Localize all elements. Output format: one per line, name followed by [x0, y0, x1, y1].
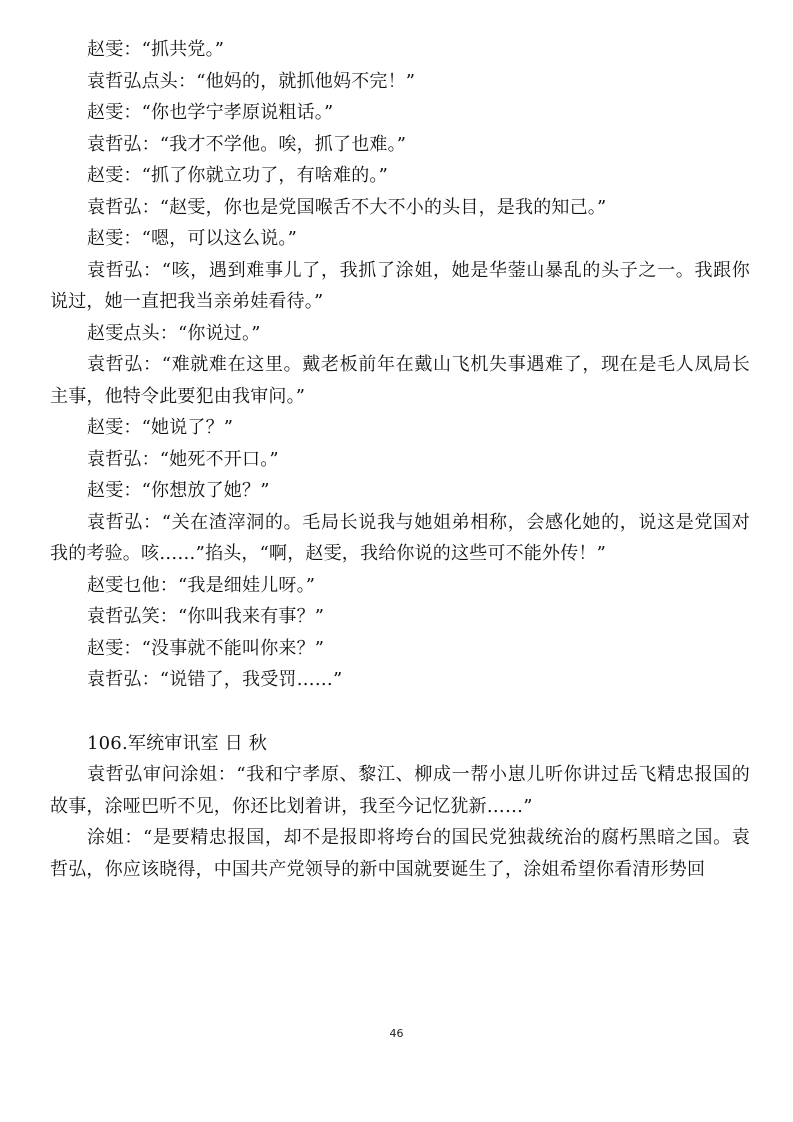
- dialogue-line: 袁哲弘：“赵雯，你也是党国喉舌不大不小的头目，是我的知己。”: [87, 196, 607, 218]
- dialogue-line: 赵雯：“你也学宁孝原说粗话。”: [87, 102, 334, 123]
- dialogue-line: 袁哲弘：“关在渣滓洞的。毛局长说我与她姐弟相称，会感化她的，说这是党国对我的考验。咳……”掐头，“啊，赵雯，我给你说的这些可不能外传！”: [50, 511, 750, 564]
- dialogue-line: 赵雯：“没事就不能叫你来？”: [87, 637, 325, 659]
- page-number: 46: [389, 1027, 404, 1040]
- document-body: [50, 34, 750, 885]
- dialogue-line: 赵雯点头：“你说过。”: [87, 322, 261, 344]
- scene-heading: 106.军统审讯室 日 秋: [87, 732, 268, 754]
- dialogue-line: 袁哲弘：“她死不开口。”: [87, 448, 279, 470]
- dialogue-line: 涂姐：“是要精忠报国，却不是报即将垮台的国民党独裁统治的腐朽黑暗之国。袁哲弘，你应该晓得，中国共产党领导的新中国就要诞生了，涂姐希望你看清形势回: [50, 827, 750, 880]
- dialogue-line: 袁哲弘：“说错了，我受罚……”: [87, 669, 343, 690]
- dialogue-line: 赵雯：“抓共党。”: [87, 39, 225, 60]
- dialogue-line: 赵雯：“抓了你就立功了，有啥难的。”: [87, 165, 389, 186]
- dialogue-line: 赵雯：“你想放了她？”: [87, 480, 270, 501]
- dialogue-line: 袁哲弘：“我才不学他。唉，抓了也难。”: [87, 133, 407, 155]
- dialogue-line: 袁哲弘审问涂姐：“我和宁孝原、黎江、柳成一帮小崽儿听你讲过岳飞精忠报国的故事，涂哑巴听不见，你还比划着讲，我至今记忆犹新……”: [50, 764, 750, 817]
- dialogue-line: 袁哲弘：“咳，遇到难事儿了，我抓了涂姐，她是华蓥山暴乱的头子之一。我跟你说过，她一直把我当亲弟娃看待。”: [50, 259, 750, 312]
- dialogue-line: 袁哲弘笑：“你叫我来有事？”: [87, 606, 325, 627]
- dialogue-line: 赵雯乜他：“我是细娃儿呀。”: [87, 574, 316, 596]
- dialogue-line: 赵雯：“嗯，可以这么说。”: [87, 228, 298, 249]
- dialogue-line: 赵雯：“她说了？”: [87, 417, 234, 438]
- dialogue-line: 袁哲弘点头：“他妈的，就抓他妈不完！”: [87, 70, 416, 92]
- dialogue-line: 袁哲弘：“难就难在这里。戴老板前年在戴山飞机失事遇难了，现在是毛人凤局长主事，他特令此要犯由我审问。”: [50, 354, 750, 407]
